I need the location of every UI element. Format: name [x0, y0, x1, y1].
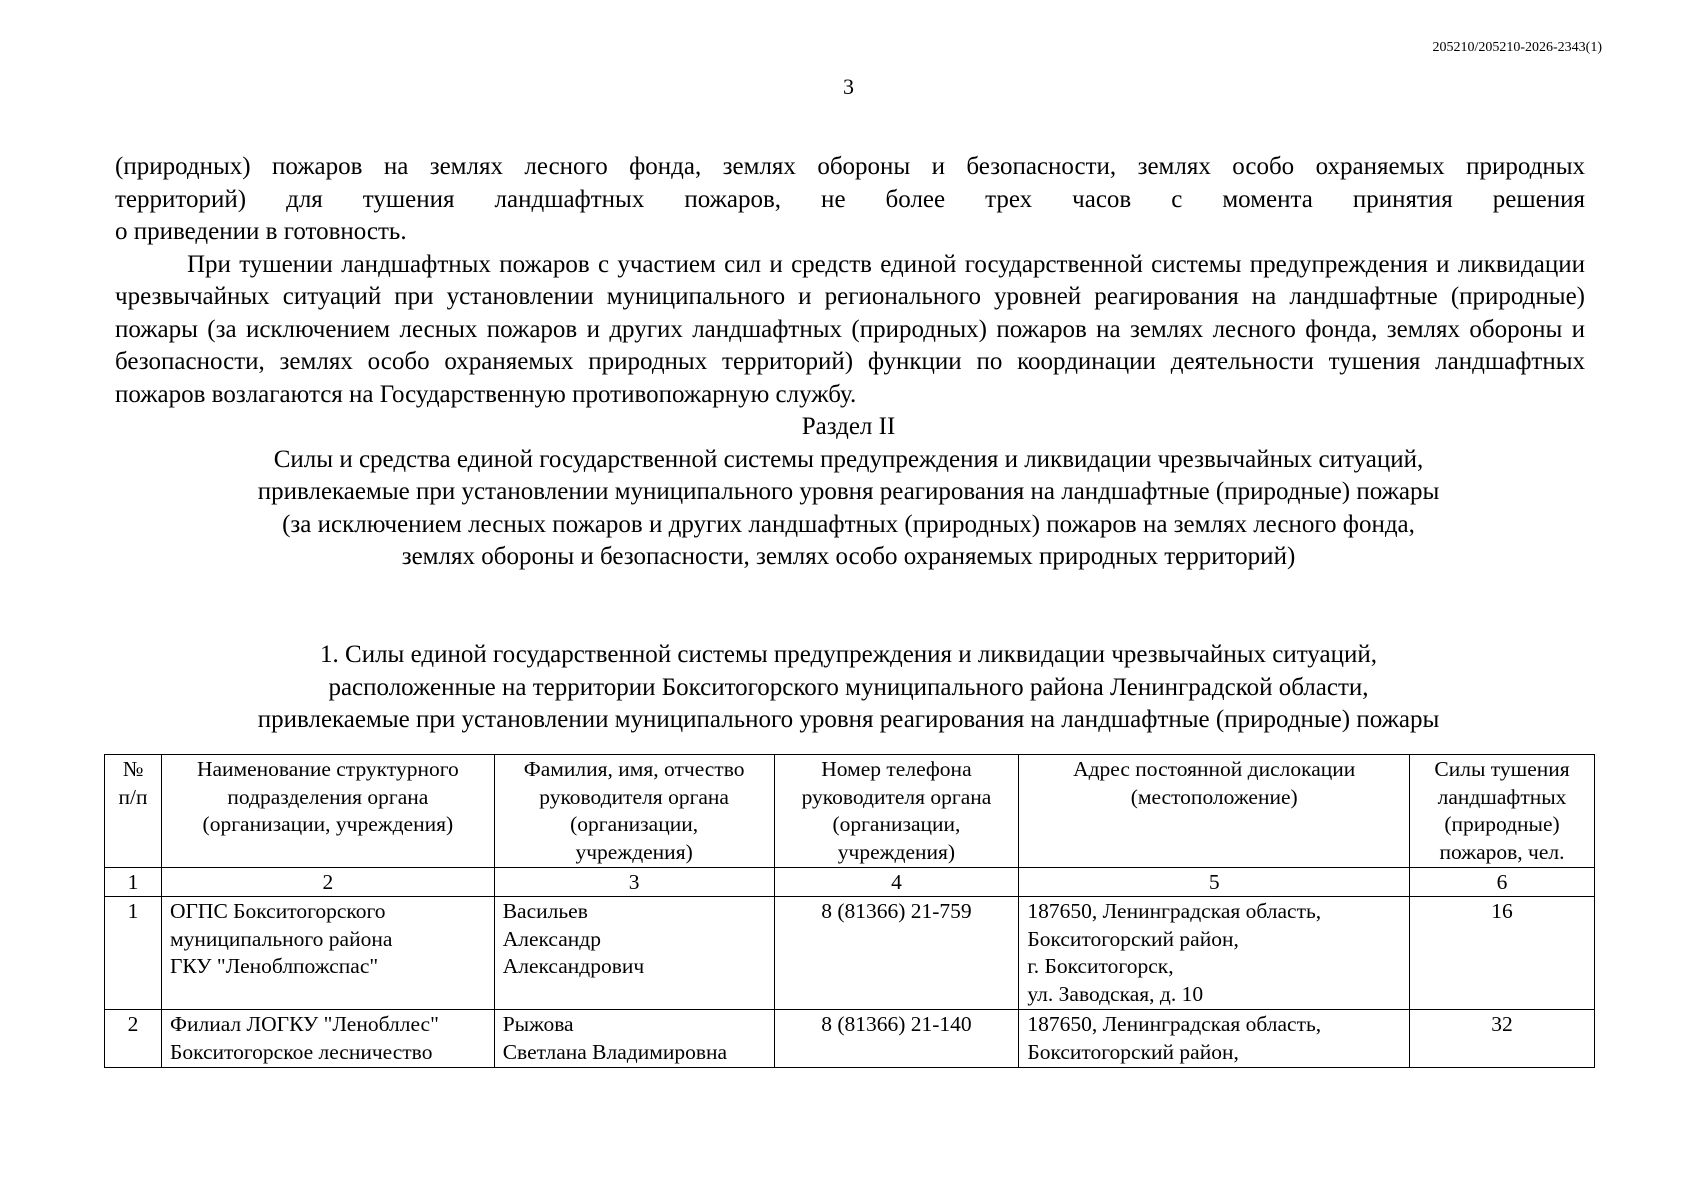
- header-head: Фамилия, имя, отчество руководителя органа (организации, учреждения): [494, 755, 774, 868]
- column-number-row: [105, 868, 1595, 897]
- intro-para1-line1: (природных) пожаров на землях лесного фонда, землях обороны и безопасности, землях особо охраняемых природных: [115, 153, 1585, 180]
- row-head: Рыжова Светлана Владимировна: [494, 1010, 774, 1068]
- row-phone: 8 (81366) 21-140: [774, 1010, 1019, 1068]
- row-head: Васильев Александр Александрович: [494, 897, 774, 1010]
- row-num: 1: [105, 897, 162, 1010]
- header-address: Адрес постоянной дислокации (местоположение): [1019, 755, 1410, 868]
- document-id: 205210/205210-2026-2343(1): [1432, 40, 1602, 55]
- intro-para2: При тушении ландшафтных пожаров с участием сил и средств единой государственной системы предупреждения и ликвидации чрезвычайных ситуаций при установлении муниципального и регионального уровней реагирования на ландшафтные (природные) пожары (за исключением лесных пожаров и других ландшафтных (природных) пожаров на землях лесного фонда, землях обороны и безопасности, землях особо охраняемых природных территорий) функции по координации деятельности тушения ландшафтных пожаров возлагаются на Государственную противопожарную службу.: [115, 250, 1585, 408]
- section-title-line: (за исключением лесных пожаров и других ландшафтных (природных) пожаров на землях лесного фонда,: [282, 510, 1415, 538]
- page-number: 3: [843, 74, 854, 99]
- column-number: 6: [1410, 868, 1595, 897]
- section-label: Раздел II: [801, 413, 896, 440]
- intro-text: [115, 151, 1585, 411]
- table-row: [105, 1010, 1595, 1068]
- section-heading: [0, 411, 1697, 574]
- row-phone: 8 (81366) 21-759: [774, 897, 1019, 1010]
- row-name: ОГПС Бокситогорского муниципального района ГКУ "Леноблпожспас": [161, 897, 494, 1010]
- column-number: 1: [105, 868, 162, 897]
- header-phone: Номер телефона руководителя органа (организации, учреждения): [774, 755, 1019, 868]
- row-forces: 16: [1410, 897, 1595, 1010]
- row-name: Филиал ЛОГКУ "Ленобллес" Бокситогорское лесничество: [161, 1010, 494, 1068]
- section-title-line: Силы и средства единой государственной системы предупреждения и ликвидации чрезвычайных ситуаций,: [273, 445, 1424, 473]
- table-row: [105, 897, 1595, 1010]
- forces-table: [104, 754, 1595, 1068]
- row-address: 187650, Ленинградская область, Бокситогорский район,: [1019, 1010, 1410, 1068]
- row-num: 2: [105, 1010, 162, 1068]
- column-number: 5: [1019, 868, 1410, 897]
- row-address: 187650, Ленинградская область, Бокситогорский район, г. Бокситогорск, ул. Заводская, д. 10: [1019, 897, 1410, 1010]
- table-header-row: [105, 755, 1595, 868]
- row-forces: 32: [1410, 1010, 1595, 1068]
- subsection-title-line: 1. Силы единой государственной системы предупреждения и ликвидации чрезвычайных ситуаций,: [320, 641, 1377, 668]
- column-number: 4: [774, 868, 1019, 897]
- section-title-line: привлекаемые при установлении муниципального уровня реагирования на ландшафтные (природные) пожары: [257, 478, 1440, 505]
- column-number: 3: [494, 868, 774, 897]
- intro-para1-line3: о приведении в готовность.: [115, 218, 407, 245]
- intro-para1-line2: территорий) для тушения ландшафтных пожаров, не более трех часов с момента принятия решения: [115, 185, 1585, 213]
- header-forces: Силы тушения ландшафтных (природные) пожаров, чел.: [1410, 755, 1595, 868]
- header-name: Наименование структурного подразделения органа (организации, учреждения): [161, 755, 494, 868]
- column-number: 2: [161, 868, 494, 897]
- subsection-title-line: расположенные на территории Бокситогорского муниципального района Ленинградской области,: [328, 673, 1369, 701]
- header-num: № п/п: [105, 755, 162, 868]
- subsection-heading: [0, 639, 1697, 737]
- subsection-title-line: привлекаемые при установлении муниципального уровня реагирования на ландшафтные (природные) пожары: [257, 706, 1440, 733]
- section-title-line: землях обороны и безопасности, землях особо охраняемых природных территорий): [401, 543, 1296, 570]
